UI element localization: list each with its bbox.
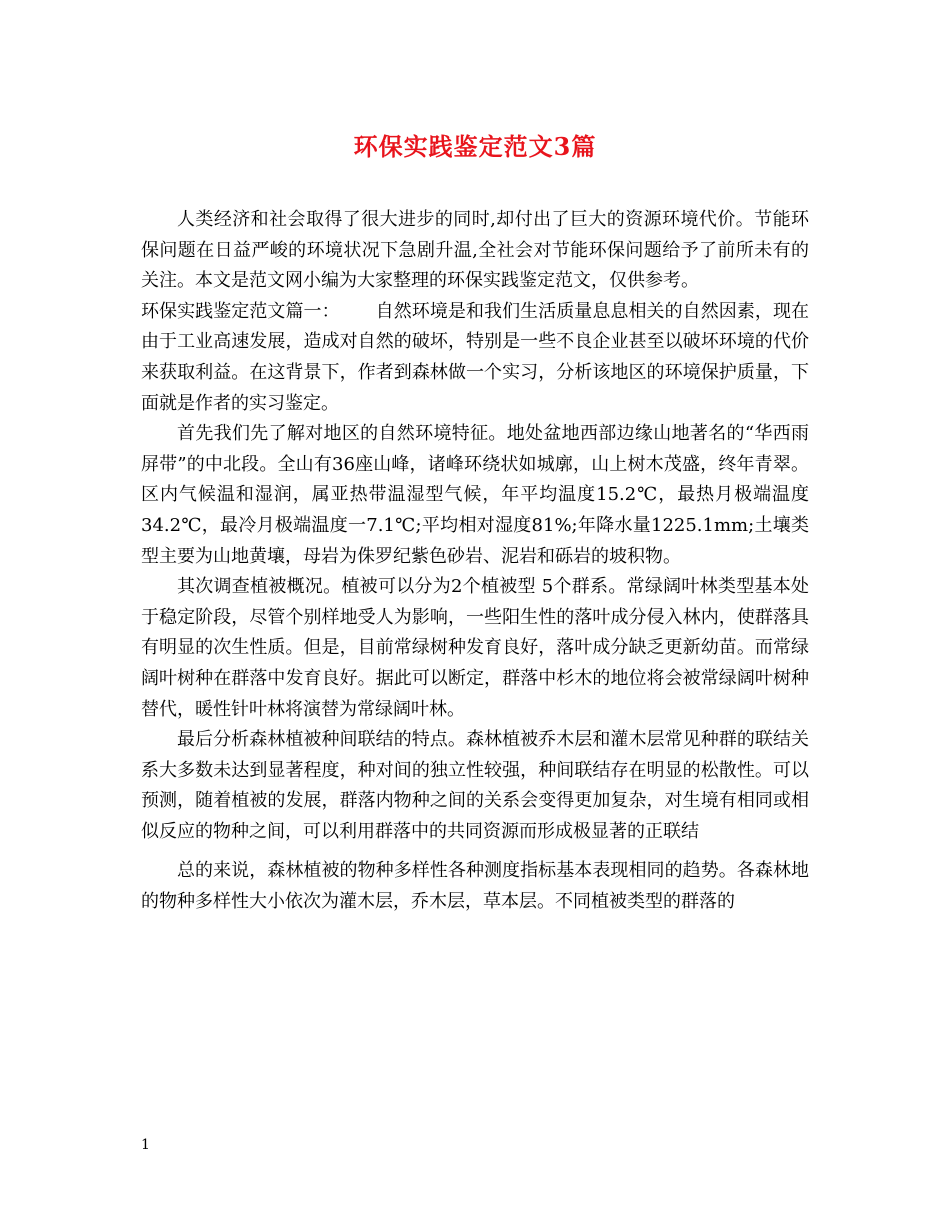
- body-paragraph-summary: 总的来说，森林植被的物种多样性各种测度指标基本表现相同的趋势。各森林地的物种多样性大小依次为灌木层，乔木层，草本层。不同植被类型的群落的: [141, 860, 809, 913]
- intro-paragraph: 人类经济和社会取得了很大进步的同时,却付出了巨大的资源环境代价。节能环保问题在日益严峻的环境状况下急剧升温,全社会对节能环保问题给予了前所未有的关注。本文是范文网小编为大家整理的环保实践鉴定范文，仅供参考。: [141, 209, 809, 292]
- document-title: 环保实践鉴定范文3篇: [353, 132, 597, 161]
- body-paragraph-interspecific: 最后分析森林植被种间联结的特点。森林植被乔木层和灌木层常见种群的联结关系大多数未达到显著程度，种对间的独立性较强，种间联结存在明显的松散性。可以预测，随着植被的发展，群落内物种之间的关系会变得更加复杂，对生境有相同或相似反应的物种之间，可以利用群落中的共同资源而形成极显著的正联结: [141, 729, 809, 842]
- section-one-paragraph: [141, 297, 809, 419]
- body-paragraph-environment: 首先我们先了解对地区的自然环境特征。地处盆地西部边缘山地著名的“华西雨屏带”的中北段。全山有36座山峰，诸峰环绕状如城廓，山上树木茂盛，终年青翠。区内气候温和湿润，属亚热带温湿型气候，年平均温度15.2℃，最热月极端温度34.2℃，最冷月极端温度一7.1℃;平均相对湿度81%;年降水量1225.1mm;土壤类型主要为山地黄壤，母岩为侏罗纪紫色砂岩、泥岩和砾岩的坡积物。: [141, 423, 809, 567]
- section-heading: 环保实践鉴定范文篇一：: [141, 300, 340, 322]
- document-body: [141, 205, 809, 918]
- section-opening-text: 自然环境是和我们生活质量息息相关的自然因素，现在由于工业高速发展，造成对自然的破坏，特别是一些不良企业甚至以破坏环境的代价来获取利益。在这背景下，作者到森林做一个实习，分析该地区的环境保护质量，下面就是作者的实习鉴定。: [141, 300, 810, 414]
- body-paragraph-vegetation: 其次调查植被概况。植被可以分为2个植被型 5个群系。常绿阔叶林类型基本处于稳定阶段，尽管个别样地受人为影响，一些阳生性的落叶成分侵入林内，使群落具有明显的次生性质。但是，目前常绿树种发育良好，落叶成分缺乏更新幼苗。而常绿阔叶树种在群落中发育良好。据此可以断定，群落中杉木的地位将会被常绿阔叶树种替代，暖性针叶林将演替为常绿阔叶林。: [141, 576, 809, 720]
- page-number: 1: [141, 1137, 150, 1153]
